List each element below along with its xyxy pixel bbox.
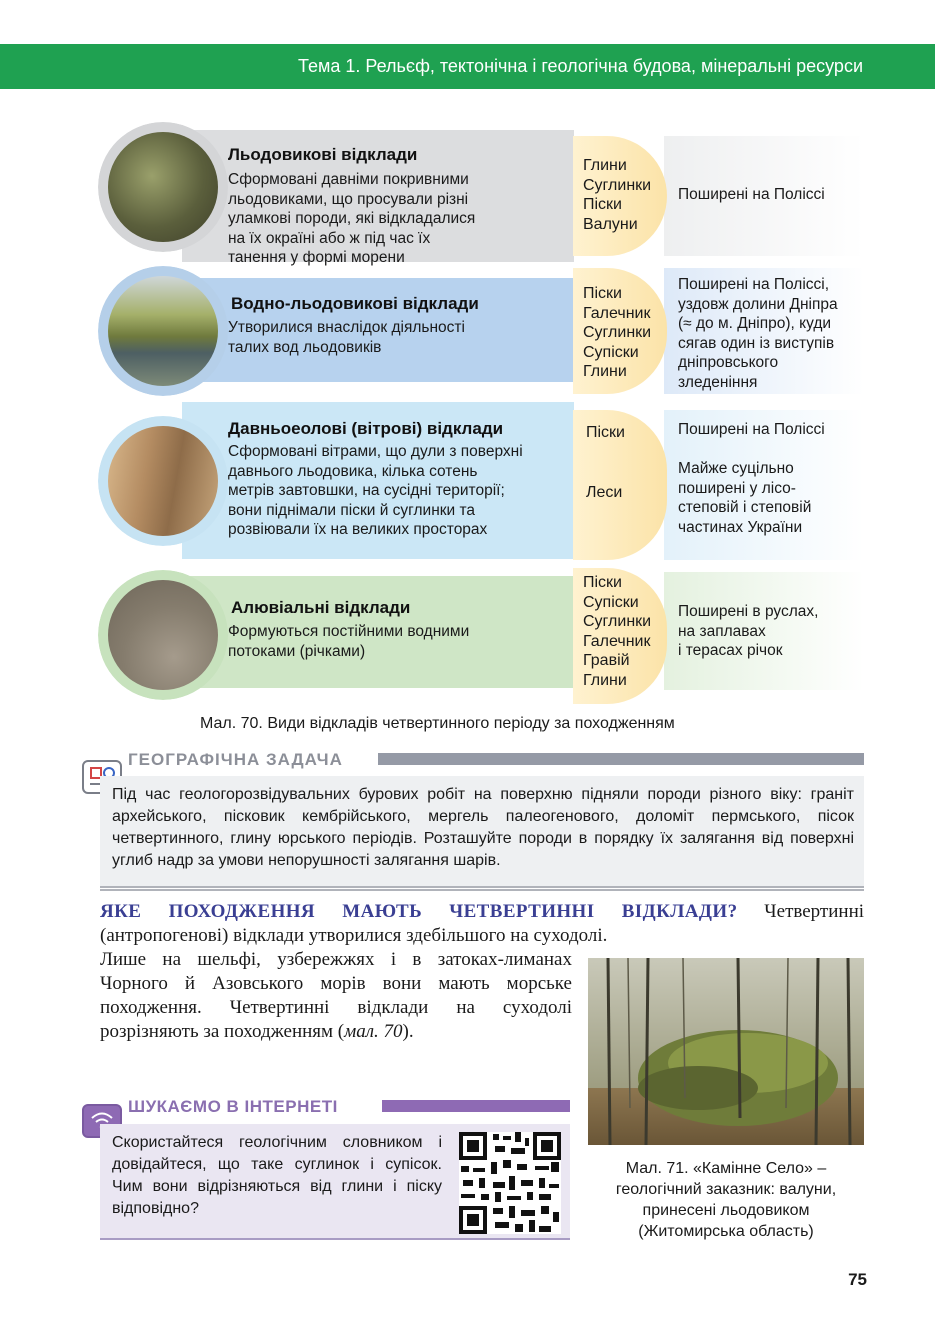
figure-reference: мал. 70 — [344, 1021, 403, 1042]
fluvioglacial-deposit-photo — [98, 266, 228, 396]
distribution-cell — [664, 136, 864, 256]
deposit-band — [182, 278, 574, 382]
section-question: ЯКЕ ПОХОДЖЕННЯ МАЮТЬ ЧЕТВЕРТИННІ ВІДКЛАДИ? — [100, 901, 738, 922]
deposit-description: Формуються постійними водними потоками (річками) — [228, 623, 470, 660]
internet-heading: ШУКАЄМО В ІНТЕРНЕТІ — [128, 1097, 338, 1116]
deposit-types — [573, 136, 667, 256]
deposit-types — [573, 568, 667, 704]
section-body-text: Лише на шельфі, узбережжях і в затоках-лиманах Чорного й Азовського морів вони мають морське походження. Четвертинні відклади на суходолі розрізняють за походженням (мал. 70). — [100, 949, 572, 1042]
figure-71-caption: Мал. 71. «Камінне Село» – геологічний заказник: валуни, принесені льодовиком (Житомирська область) — [615, 1160, 837, 1240]
deposit-types-list: Піски Галечник Суглинки Супіски Глини — [583, 285, 652, 380]
deposit-description: Утворилися внаслідок діяльності талих вод льодовиків — [228, 319, 465, 356]
deposit-types — [573, 268, 667, 394]
section-text-lead: Четвертинні (антропогенові) відклади утворилися здебільшого на суходолі. — [100, 901, 865, 946]
figure-70-caption: Мал. 70. Види відкладів четвертинного періоду за походженням — [200, 715, 675, 732]
kaminne-selo-photo — [588, 958, 864, 1145]
deposit-title: Алювіальні відклади — [231, 598, 411, 617]
deposit-band — [182, 576, 574, 688]
section-divider — [100, 889, 864, 891]
distribution-cell — [664, 268, 864, 394]
glacial-deposit-photo — [98, 122, 228, 252]
distribution-text: Поширені на Поліссі, уздовж долини Дніпра (≈ до м. Дніпро), куди сягав один із виступів дніпровського зледеніння — [678, 276, 838, 391]
deposit-row-alluvial — [0, 568, 935, 706]
alluvial-deposit-photo — [98, 570, 228, 700]
geo-task-text: Під час геологорозвідувальних бурових робіт на поверхню підняли породи різного віку: граніт архейського, пісковик кембрійського, мергель палеогенового, доломіт пермського, пісок четвертинного, глину юрського періодів. Розташуйте породи в порядку їх залягання від поверхні углиб надр за умови непорушності залягання шарів. — [112, 786, 854, 869]
geo-task-box — [100, 776, 864, 888]
distribution-text: Поширені на Поліссі — [678, 186, 825, 203]
geo-task-heading: ГЕОГРАФІЧНА ЗАДАЧА — [128, 750, 343, 769]
header-bar — [0, 44, 935, 89]
deposit-title: Давньоеолові (вітрові) відклади — [228, 419, 504, 438]
distribution-text: Поширені на Поліссі Майже суцільно поширені у лісо- степовій і степовій частинах України — [678, 421, 825, 536]
deposit-title: Водно-льодовикові відклади — [231, 294, 479, 313]
deposit-types-list: Піски Супіски Суглинки Галечник Гравій Глини — [583, 574, 652, 689]
distribution-cell — [664, 572, 864, 690]
qr-code[interactable] — [459, 1132, 561, 1234]
aeolian-deposit-photo — [98, 416, 228, 546]
internet-box — [100, 1124, 570, 1240]
deposit-types-list: Глини Суглинки Піски Валуни — [583, 157, 652, 233]
deposit-types-list: Піски Леси — [586, 424, 625, 501]
geo-task-heading-line — [378, 753, 864, 765]
deposit-row-glacial — [0, 122, 935, 266]
deposit-description: Сформовані давніми покривними льодовиками, що просували різні уламкові породи, які відкладалися на їх окраїні або ж під час їх танення у формі морени — [228, 171, 476, 266]
deposit-band — [182, 402, 574, 559]
deposit-title: Льодовикові відклади — [228, 145, 418, 164]
distribution-text: Поширені в руслах, на заплавах і терасах річок — [678, 603, 819, 659]
deposit-description: Сформовані вітрами, що дули з поверхні давнього льодовика, кілька сотень метрів завтовшки, на сусідні території; вони піднімали піски й суглинки та розвіювали їх на великих просторах — [228, 443, 523, 538]
page-number: 75 — [848, 1270, 867, 1289]
internet-heading-line — [382, 1100, 570, 1112]
deposit-types — [573, 410, 667, 560]
distribution-cell — [664, 410, 864, 560]
internet-text: Скористайтеся геологічним словником і довідайтеся, що таке суглинок і супісок. Чим вони відрізняються від глини і піску відповідно? — [112, 1134, 442, 1217]
section-intro-text — [100, 900, 864, 948]
deposit-row-aeolian — [0, 402, 935, 572]
deposit-row-fluvioglacial — [0, 268, 935, 396]
deposit-band — [182, 130, 574, 266]
chapter-title: Тема 1. Рельєф, тектонічна і геологічна будова, мінеральні ресурси — [297, 56, 863, 76]
